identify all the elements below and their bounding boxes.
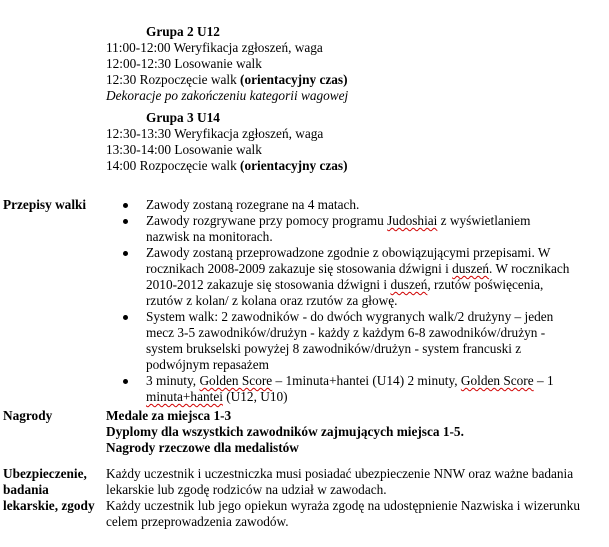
consent-paragraph: Każdy uczestnik lub jego opiekun wyraża zgodę na udostępnienie Nazwiska i wizerunku celem przeprowadzenia zawodów. xyxy=(106,498,580,529)
spellcheck-word: duszeń xyxy=(390,277,428,292)
insurance-text xyxy=(106,466,580,530)
approx-note: (orientacyjny czas) xyxy=(240,72,348,87)
schedule-line xyxy=(106,56,348,72)
spellcheck-word: Judoshiai xyxy=(387,213,438,228)
group-3-title: Grupa 3 U14 xyxy=(146,110,220,125)
group-3-schedule xyxy=(106,110,348,174)
rule-item xyxy=(106,373,576,405)
time: 12:30 xyxy=(106,72,137,87)
rule-text: Zawody rozgrywane przy pomocy programu xyxy=(146,213,388,228)
schedule-line xyxy=(106,72,348,88)
rule-item xyxy=(106,309,576,373)
rule-item xyxy=(106,213,576,245)
activity: Weryfikacja zgłoszeń, waga xyxy=(174,126,324,141)
rule-item xyxy=(106,197,576,213)
label-line: lekarskie, zgody xyxy=(3,498,95,513)
activity: Losowanie walk xyxy=(174,142,262,157)
rule-item xyxy=(106,245,576,309)
approx-note: (orientacyjny czas) xyxy=(240,158,348,173)
rule-text: (U12, U10) xyxy=(222,389,288,404)
time: 12:00-12:30 xyxy=(106,56,172,71)
bullet-icon xyxy=(123,203,128,208)
schedule-line xyxy=(106,142,348,158)
rule-text: Zawody zostaną przeprowadzone zgodnie z obowiązującymi przepisami. W rocznikach 2008-2009 zakazuje się stosowania dźwigni i xyxy=(146,245,551,276)
bullet-icon xyxy=(123,379,128,384)
rule-text: Zawody zostaną rozegrane na 4 matach. xyxy=(146,197,360,212)
activity: Rozpoczęcie walk xyxy=(139,72,237,87)
activity: Rozpoczęcie walk xyxy=(139,158,237,173)
rule-text: System walk: 2 zawodników - do dwóch wygranych walk/2 drużyny – jeden mecz 3-5 zawodników/drużyn - każdy z każdym 6-8 zawodników/drużyn - system brukselski powyżej 8 zawodników/drużyn - system francuski z podwójnym repasażem xyxy=(146,309,554,372)
prize-line: Nagrody rzeczowe dla medalistów xyxy=(106,440,299,455)
activity: Weryfikacja zgłoszeń, waga xyxy=(173,40,323,55)
schedule-line xyxy=(106,126,348,142)
spellcheck-word: duszeń xyxy=(452,261,490,276)
rule-text: . W rocznikach 2010-2012 zakazuje się stosowania dźwigni i xyxy=(146,261,570,292)
bullet-icon xyxy=(123,315,128,320)
spellcheck-word: minuta+hantei xyxy=(146,389,223,404)
time: 14:00 xyxy=(106,158,137,173)
time: 12:30-13:30 xyxy=(106,126,172,141)
time: 13:30-14:00 xyxy=(106,142,172,157)
label-line: badania xyxy=(3,482,49,497)
group-2-title: Grupa 2 U12 xyxy=(146,24,220,39)
group-2-schedule xyxy=(106,24,348,104)
insurance-paragraph: Każdy uczestnik i uczestniczka musi posiadać ubezpieczenie NNW oraz ważne badania lekarskie lub zgodę rodziców na udział w zawodach. xyxy=(106,466,574,497)
rule-text: – 1minuta+hantei (U14) 2 minuty, xyxy=(272,373,461,388)
rule-text: z wyświetlaniem nazwisk na monitorach. xyxy=(146,213,531,244)
prize-line: Dyplomy dla wszystkich zawodników zajmujących miejsca 1-5. xyxy=(106,424,464,439)
prize-line: Medale za miejsca 1-3 xyxy=(106,408,232,423)
rule-text: 3 minuty, xyxy=(146,373,200,388)
bullet-icon xyxy=(123,251,128,256)
rule-text: , rzutów poświęcenia, rzutów z kolan/ z kolana oraz rzutów za głowę. xyxy=(146,277,544,308)
schedule-line xyxy=(106,158,348,174)
prizes-list xyxy=(106,408,464,456)
bullet-icon xyxy=(123,219,128,224)
rule-text: – 1 xyxy=(533,373,554,388)
group-2-note: Dekoracje po zakończeniu kategorii wagowej xyxy=(106,88,349,103)
rules-label: Przepisy walki xyxy=(3,197,87,212)
rules-list xyxy=(106,197,576,405)
label-line: Ubezpieczenie, xyxy=(3,466,87,481)
prizes-label: Nagrody xyxy=(3,408,53,423)
spellcheck-word: Golden Score xyxy=(199,373,273,388)
activity: Losowanie walk xyxy=(174,56,262,71)
spellcheck-word: Golden Score xyxy=(460,373,534,388)
time: 11:00-12:00 xyxy=(106,40,171,55)
schedule-line xyxy=(106,40,348,56)
insurance-label xyxy=(3,466,95,514)
